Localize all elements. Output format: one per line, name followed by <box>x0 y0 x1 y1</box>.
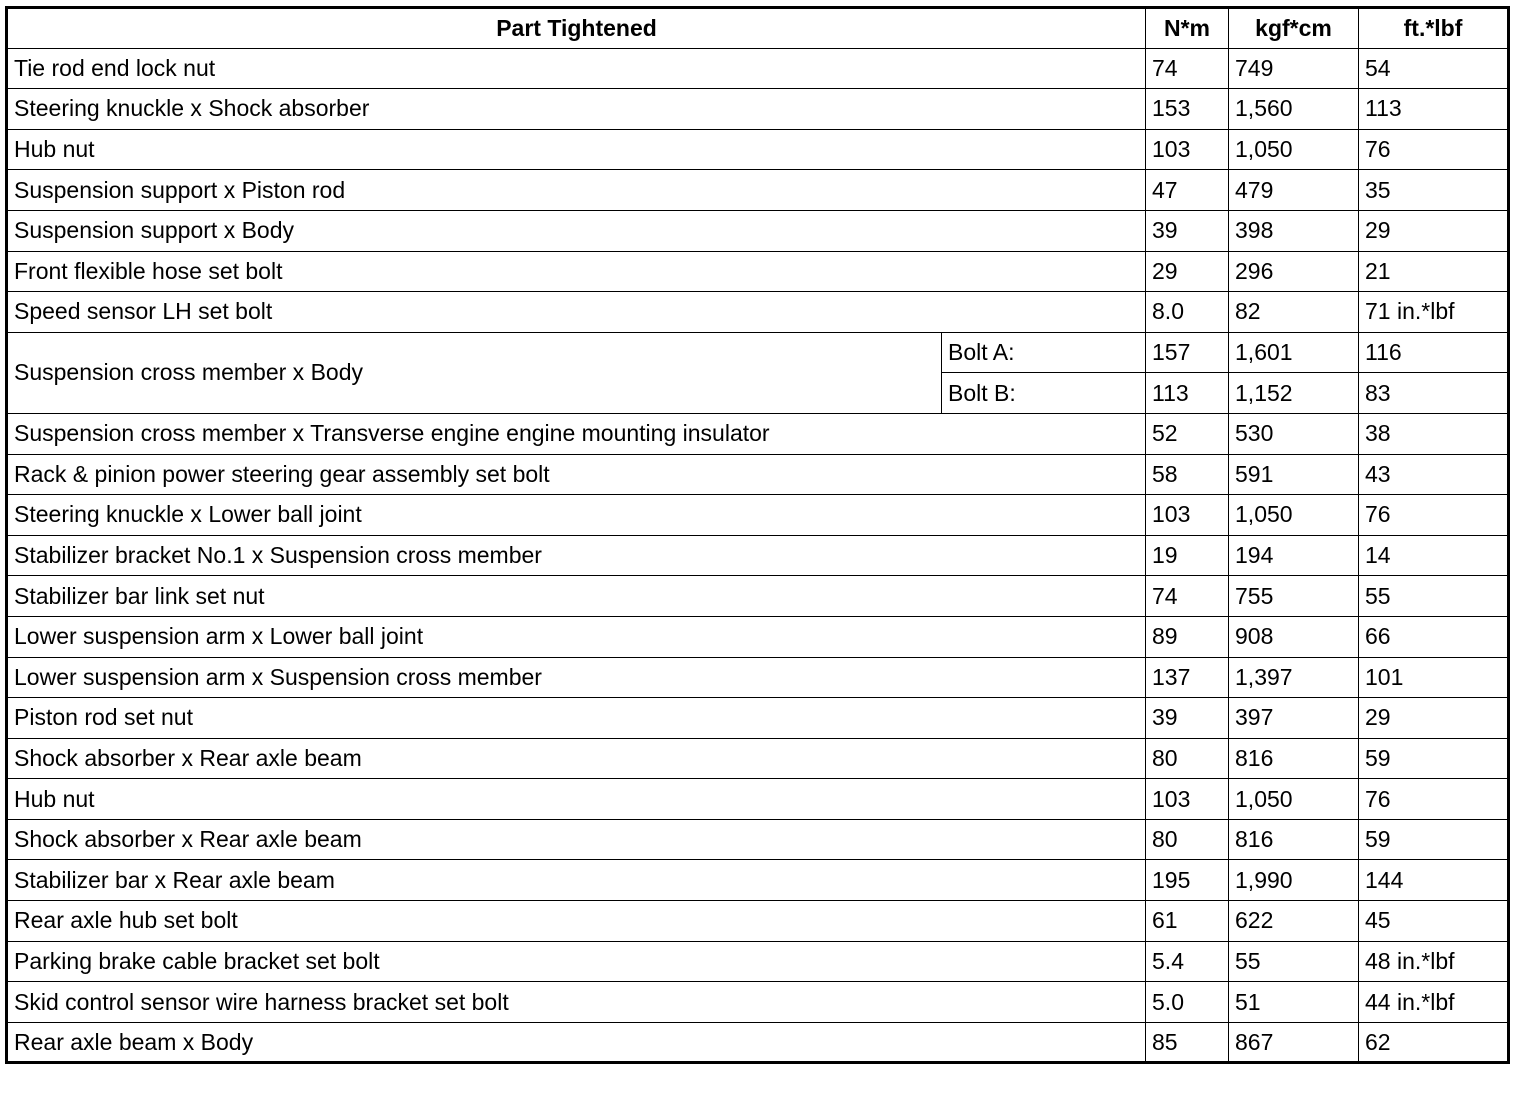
cell-nm: 29 <box>1146 251 1229 292</box>
cell-ft: 21 <box>1359 251 1509 292</box>
cell-kgf: 1,990 <box>1229 860 1359 901</box>
cell-ft: 101 <box>1359 657 1509 698</box>
cell-part: Tie rod end lock nut <box>7 48 1146 89</box>
cell-ft: 29 <box>1359 698 1509 739</box>
cell-part: Front flexible hose set bolt <box>7 251 1146 292</box>
cell-kgf: 908 <box>1229 616 1359 657</box>
cell-nm: 58 <box>1146 454 1229 495</box>
table-row <box>7 941 1509 982</box>
cell-ft: 48 in.*lbf <box>1359 941 1509 982</box>
cell-bolt-label: Bolt A: <box>942 332 1146 373</box>
table-row <box>7 129 1509 170</box>
table-row-bolt-a <box>7 332 1509 373</box>
cell-nm: 47 <box>1146 170 1229 211</box>
cell-nm: 5.0 <box>1146 982 1229 1023</box>
table-row <box>7 251 1509 292</box>
header-part: Part Tightened <box>7 8 1146 49</box>
cell-nm: 137 <box>1146 657 1229 698</box>
table-row <box>7 576 1509 617</box>
header-kgf: kgf*cm <box>1229 8 1359 49</box>
table-row <box>7 89 1509 130</box>
cell-nm: 153 <box>1146 89 1229 130</box>
cell-kgf: 755 <box>1229 576 1359 617</box>
table-row <box>7 292 1509 333</box>
cell-ft: 43 <box>1359 454 1509 495</box>
cell-kgf: 1,397 <box>1229 657 1359 698</box>
cell-nm: 80 <box>1146 738 1229 779</box>
cell-kgf: 82 <box>1229 292 1359 333</box>
table-row <box>7 698 1509 739</box>
cell-kgf: 1,152 <box>1229 373 1359 414</box>
cell-part: Hub nut <box>7 129 1146 170</box>
cell-kgf: 749 <box>1229 48 1359 89</box>
cell-ft: 144 <box>1359 860 1509 901</box>
cell-ft: 45 <box>1359 901 1509 942</box>
cell-nm: 39 <box>1146 210 1229 251</box>
header-row <box>7 8 1509 49</box>
table-row <box>7 210 1509 251</box>
cell-ft: 116 <box>1359 332 1509 373</box>
cell-ft: 59 <box>1359 738 1509 779</box>
cell-ft: 54 <box>1359 48 1509 89</box>
cell-part: Shock absorber x Rear axle beam <box>7 738 1146 779</box>
header-ft: ft.*lbf <box>1359 8 1509 49</box>
cell-nm: 80 <box>1146 819 1229 860</box>
cell-nm: 103 <box>1146 495 1229 536</box>
table-row <box>7 454 1509 495</box>
cell-ft: 44 in.*lbf <box>1359 982 1509 1023</box>
table-row <box>7 819 1509 860</box>
cell-part: Lower suspension arm x Suspension cross member <box>7 657 1146 698</box>
cell-ft: 71 in.*lbf <box>1359 292 1509 333</box>
cell-nm: 19 <box>1146 535 1229 576</box>
cell-part: Steering knuckle x Lower ball joint <box>7 495 1146 536</box>
cell-bolt-label: Bolt B: <box>942 373 1146 414</box>
torque-spec-table <box>5 6 1510 1064</box>
cell-ft: 35 <box>1359 170 1509 211</box>
cell-ft: 59 <box>1359 819 1509 860</box>
cell-kgf: 55 <box>1229 941 1359 982</box>
cell-kgf: 622 <box>1229 901 1359 942</box>
cell-nm: 103 <box>1146 779 1229 820</box>
table-row <box>7 779 1509 820</box>
cell-ft: 76 <box>1359 779 1509 820</box>
table-row <box>7 48 1509 89</box>
cell-nm: 103 <box>1146 129 1229 170</box>
cell-nm: 157 <box>1146 332 1229 373</box>
cell-kgf: 867 <box>1229 1022 1359 1063</box>
cell-kgf: 530 <box>1229 413 1359 454</box>
cell-ft: 76 <box>1359 495 1509 536</box>
cell-nm: 74 <box>1146 576 1229 617</box>
cell-ft: 62 <box>1359 1022 1509 1063</box>
cell-part: Parking brake cable bracket set bolt <box>7 941 1146 982</box>
table-row <box>7 657 1509 698</box>
cell-nm: 5.4 <box>1146 941 1229 982</box>
cell-part: Rear axle beam x Body <box>7 1022 1146 1063</box>
cell-ft: 29 <box>1359 210 1509 251</box>
cell-part: Skid control sensor wire harness bracket set bolt <box>7 982 1146 1023</box>
cell-ft: 55 <box>1359 576 1509 617</box>
table-row <box>7 413 1509 454</box>
cell-kgf: 1,050 <box>1229 129 1359 170</box>
cell-part: Lower suspension arm x Lower ball joint <box>7 616 1146 657</box>
cell-nm: 39 <box>1146 698 1229 739</box>
table-row <box>7 738 1509 779</box>
table-row <box>7 495 1509 536</box>
cell-ft: 38 <box>1359 413 1509 454</box>
cell-kgf: 397 <box>1229 698 1359 739</box>
cell-kgf: 194 <box>1229 535 1359 576</box>
cell-nm: 74 <box>1146 48 1229 89</box>
cell-nm: 61 <box>1146 901 1229 942</box>
cell-nm: 195 <box>1146 860 1229 901</box>
cell-kgf: 816 <box>1229 738 1359 779</box>
cell-part: Suspension cross member x Transverse engine engine mounting insulator <box>7 413 1146 454</box>
cell-ft: 76 <box>1359 129 1509 170</box>
cell-ft: 14 <box>1359 535 1509 576</box>
table-row <box>7 982 1509 1023</box>
table-row <box>7 901 1509 942</box>
cell-kgf: 816 <box>1229 819 1359 860</box>
cell-kgf: 296 <box>1229 251 1359 292</box>
table-row <box>7 860 1509 901</box>
cell-nm: 52 <box>1146 413 1229 454</box>
cell-part: Stabilizer bar link set nut <box>7 576 1146 617</box>
cell-nm: 8.0 <box>1146 292 1229 333</box>
cell-part: Suspension support x Body <box>7 210 1146 251</box>
cell-kgf: 1,050 <box>1229 495 1359 536</box>
cell-part: Rack & pinion power steering gear assembly set bolt <box>7 454 1146 495</box>
cell-ft: 66 <box>1359 616 1509 657</box>
cell-part: Shock absorber x Rear axle beam <box>7 819 1146 860</box>
cell-part: Suspension support x Piston rod <box>7 170 1146 211</box>
table-row <box>7 616 1509 657</box>
cell-kgf: 591 <box>1229 454 1359 495</box>
cell-nm: 89 <box>1146 616 1229 657</box>
cell-kgf: 1,601 <box>1229 332 1359 373</box>
cell-nm: 113 <box>1146 373 1229 414</box>
cell-part: Steering knuckle x Shock absorber <box>7 89 1146 130</box>
cell-kgf: 1,560 <box>1229 89 1359 130</box>
header-nm: N*m <box>1146 8 1229 49</box>
cell-ft: 113 <box>1359 89 1509 130</box>
cell-part: Suspension cross member x Body <box>7 332 942 413</box>
cell-ft: 83 <box>1359 373 1509 414</box>
table-row <box>7 170 1509 211</box>
cell-kgf: 51 <box>1229 982 1359 1023</box>
cell-kgf: 479 <box>1229 170 1359 211</box>
cell-part: Rear axle hub set bolt <box>7 901 1146 942</box>
cell-kgf: 398 <box>1229 210 1359 251</box>
cell-part: Piston rod set nut <box>7 698 1146 739</box>
table-row <box>7 535 1509 576</box>
cell-kgf: 1,050 <box>1229 779 1359 820</box>
cell-part: Hub nut <box>7 779 1146 820</box>
table-row <box>7 1022 1509 1063</box>
cell-part: Speed sensor LH set bolt <box>7 292 1146 333</box>
cell-part: Stabilizer bracket No.1 x Suspension cross member <box>7 535 1146 576</box>
cell-nm: 85 <box>1146 1022 1229 1063</box>
cell-part: Stabilizer bar x Rear axle beam <box>7 860 1146 901</box>
